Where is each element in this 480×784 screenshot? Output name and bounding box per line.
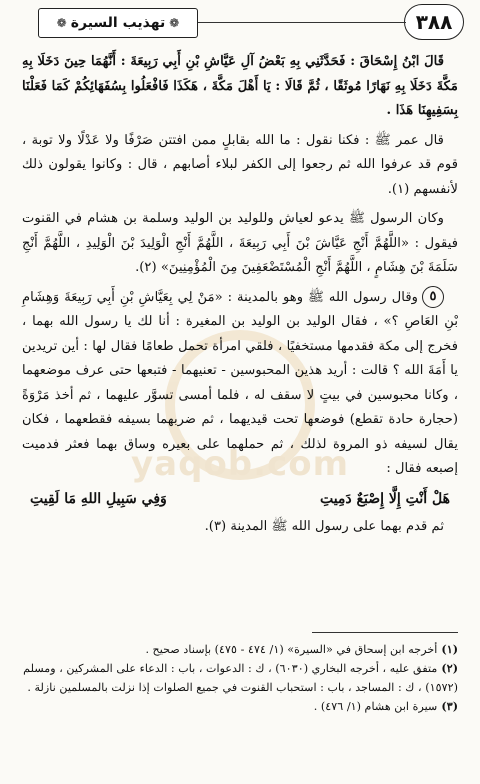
book-title: تهذيب السيرة (70, 15, 166, 31)
paragraph-4 (22, 286, 458, 482)
footnotes (22, 640, 458, 716)
book-title-banner (38, 8, 198, 38)
footnote-separator (312, 632, 458, 633)
footnote-text: أخرجه ابن إسحاق في «السيرة» (١/ ٤٧٤ - ٤٧٥) بإسناد صحيح . (145, 643, 438, 656)
section-marker: ٥ (422, 286, 444, 308)
paragraph-2: قال عمر ﷺ : فكنا نقول : ما الله بقابلٍ ممن افتتن صَرْفًا ولا عَدْلًا ولا توبة ، قوم قد عرفوا الله ثم رجعوا إلى الكفر لبلاء أصابهم ، قال : وكانوا يقولون ذلك لأنفسهم (١). (22, 132, 458, 197)
ornament-icon: ❁ (56, 16, 67, 30)
footnote-text: سيرة ابن هشام (١/ ٤٧٦) . (313, 700, 438, 713)
page-number-text: ٣٨٨ (415, 10, 453, 34)
watermark-text: yaqob.com (131, 444, 349, 484)
footnote-number: (١) (441, 642, 458, 656)
footnote-number: (٢) (441, 661, 458, 675)
header-rule (198, 22, 406, 23)
footnote-text: متفق عليه ، أخرجه البخاري (٦٠٣٠) ، ك : الدعوات ، باب : الدعاء على المشركين ، ومسلم (١٥٧٢) ، ك : المساجد ، باب : استحباب القنوت في جميع الصلوات إذا نزلت بالمسلمين نازلة . (23, 662, 458, 694)
poetry-verse (22, 487, 458, 512)
paragraph-3: وكان الرسول ﷺ يدعو لعياش وللوليد بن الوليد وسلمة بن هشام في القنوت فيقول : «اللَّهُمَّ أَنْجِ عَيَّاشَ بْنَ أَبِي رَبِيعَةَ ، اللَّهُمَّ أَنْجِ الْوَلِيدَ بْنَ الْوَلِيدِ ، اللَّهُمَّ أَنْجِ سَلَمَةَ بْنَ هِشَامٍ ، اللَّهُمَّ أَنْجِ الْمُسْتَضْعَفِينَ مِنَ الْمُؤْمِنِينَ» (٢). (22, 211, 458, 275)
verse-left-hemistich: وَفِي سَبِيلِ اللهِ مَا لَقِيتِ (30, 490, 167, 507)
ornament-icon: ❁ (169, 16, 180, 30)
closing-line: ثم قدم بهما على رسول الله ﷺ المدينة (٣). (204, 519, 444, 534)
footnote-number: (٣) (441, 699, 458, 713)
footnote-2 (22, 659, 458, 697)
paragraph-4-text: وقال رسول الله ﷺ وهو بالمدينة : «مَنْ لِي بِعَيَّاشِ بْنِ أَبِي رَبِيعَةَ وَهِشَامِ بْنِ العَاصِ ؟» ، فقال الوليد بن الوليد بن المغيرة : أنا لك يا رسول الله بهما ، فخرج إلى مكة فقدمها مستخفيًا ، فلقي امرأة تحمل طعامًا فقال لها : أين تريدين يا أَمَةَ الله ؟ قالت : أريد هذين المحبوسين - تعنيهما - فتبعها حتى عرف موضعهما ، وكانا محبوسين في بيتٍ لا سقف له ، فلما أمسى تسوَّر عليهما ، ثم أخذ مَرْوَةً (حجارة حادة تقطع) فوضعها تحت قيديهما ، ثم ضربهما بسيفه فقطعهما ، فكان يقال لسيفه ذو المروة لذلك ، ثم حملهما على بعيره وساق بهما فعثر فدميت إصبعه فقال : (22, 289, 458, 476)
main-text (22, 50, 458, 545)
paragraph-1: قَالَ ابْنُ إِسْحَاقَ : فَحَدَّثَنِي بِهِ بَعْضُ آلِ عَيَّاشِ بْنِ أَبِي رَبِيعَةَ : أَنَّهُمَا حِينَ دَخَلَا بِهِ مَكَّةَ دَخَلَا بِهِ نَهَارًا مُوثَقًا ، ثُمَّ قَالَا : يَا أَهْلَ مَكَّةَ ، هَكَذَا فَافْعَلُوا بِسُفَهَائِكُمْ كَمَا فَعَلْنَا بِسَفِيهِنَا هَذَا . (22, 54, 458, 118)
page-number (404, 4, 464, 40)
verse-right-hemistich: هَلْ أَنْتِ إِلَّا إِصْبَعٌ دَمِيتِ (319, 490, 450, 507)
footnote-1 (22, 640, 458, 659)
footnote-3 (22, 697, 458, 716)
